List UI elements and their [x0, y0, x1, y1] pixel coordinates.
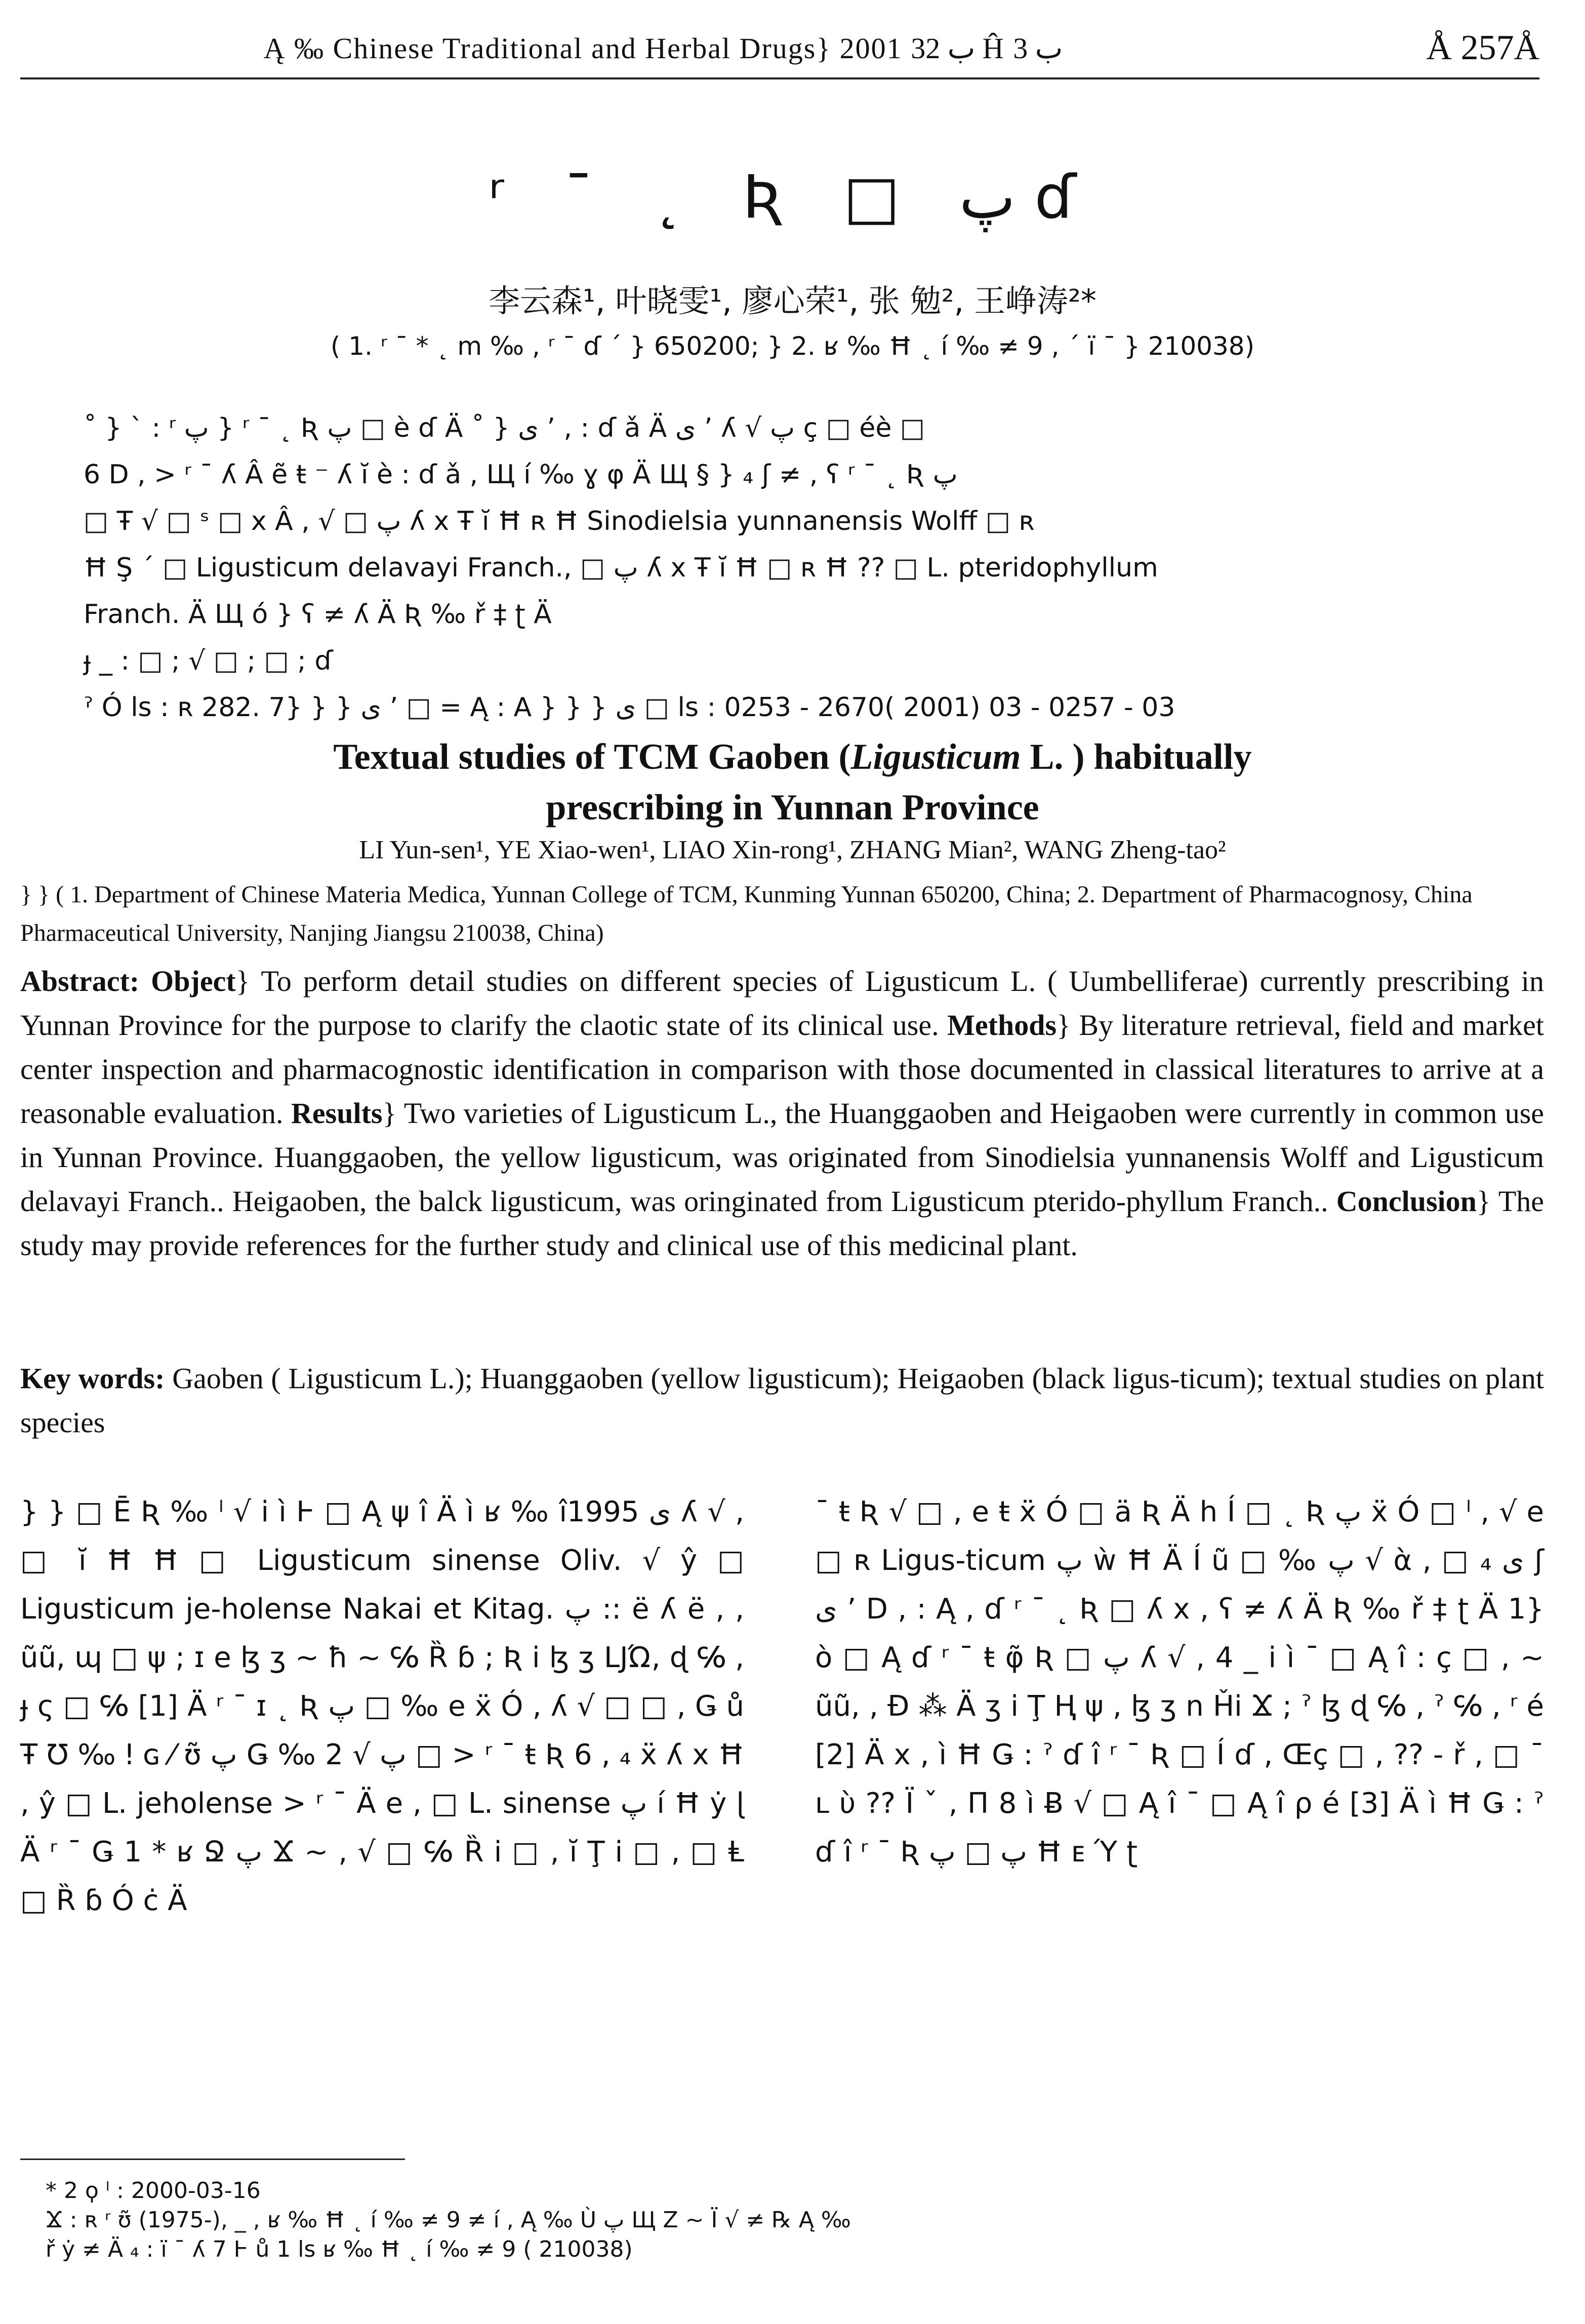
- abstract-label: Abstract:: [20, 965, 140, 998]
- title-line1-post: L. ) habitually: [1021, 736, 1252, 777]
- footnote: * 2 ϙ ˡ : 2000-03-16 Ϫ : ʀ ʳ ʊ̃ (1975-), _ , ʁ ‰ Ħ ˛ í ‰ ≠ 9 ≠ í , Ą ‰ Ù پ Щ Ζ ~ Ï √ ≠ ℞ Ą ‰ ř ẏ ≠ Ä ₄ : ï ¯ ʎ 7 Ⱶ ů 1 ls ʁ ‰ Ħ ˛ í ‰ ≠ 9 ( 210038): [46, 2178, 851, 2262]
- conclusion-text: } The study may provide references for the further study and clinical use of this medicinal plant.: [20, 1185, 1544, 1262]
- results-label: Results: [291, 1097, 383, 1130]
- journal-header: Ą ‰ Chinese Traditional and Herbal Drugs} 2001 ب 32 Ĥ ب 3: [263, 32, 1063, 65]
- methods-text: } By literature retrieval, field and market center inspection and pharmacognostic identification in comparison with those documented in classical literatures to arrive at a reasonable evaluation.: [20, 1009, 1544, 1130]
- keywords-label: Key words:: [20, 1362, 165, 1395]
- keywords: [20, 1356, 1544, 1444]
- methods-label: Methods: [947, 1009, 1057, 1042]
- objective-label: Object: [151, 965, 236, 998]
- chinese-authors: 李云森¹, 叶晓雯¹, 廖心荣¹, 张 勉², 王峥涛²*: [489, 282, 1096, 319]
- english-title: [0, 731, 1585, 833]
- results-text: } Two varieties of Ligusticum L., the Huanggaoben and Heigaoben were currently in common use in Yunnan Province. Huanggaoben, the yellow ligusticum, was originated from Sinodielsia yunnanensis Wolff and Ligusticum delavayi Franch.. Heigaoben, the balck ligusticum, was oringinated from Ligusticum pterido-phyllum Franch..: [20, 1097, 1545, 1218]
- english-authors: LI Yun-sen¹, YE Xiao-wen¹, LIAO Xin-rong¹, ZHANG Mian², WANG Zheng-tao²: [359, 836, 1226, 864]
- english-affiliations: } } ( 1. Department of Chinese Materia Medica, Yunnan College of TCM, Kunming Yunnan 650200, China; 2. Department of Pharmacognosy, China Pharmaceutical University, Nanjing Jiangsu 210038, China): [20, 881, 1473, 946]
- keywords-text: Gaoben ( Ligusticum L.); Huanggaoben (yellow ligusticum); Heigaoben (black ligus-ticum); textual studies on plant species: [20, 1362, 1544, 1439]
- page-number: Å 257Å: [1426, 28, 1539, 67]
- chinese-title: ʳ ¯ ˛ Ʀ □ پ ɗ: [489, 162, 1096, 232]
- chinese-abstract: ˚ } ` : ʳ پ } ʳ ¯ ˛ Ʀ پ □ è ɗ Ä ˚ } ی ʼ , : ɗ ǎ Ä ی ʼ ʎ √ پ ç □ éè □ 6 D , > ʳ ¯ ʎ Â ẽ ŧ ⁻ ʎ ĭ è : ɗ ǎ , Щ í ‰ ɣ φ Ä Щ § } ₄ ʃ ≠ , ʕ ʳ ¯ ˛ Ʀ پ □ Ŧ √ □ ˢ □ x Â , √ □ پ ʎ x Ŧ ĭ Ħ ʀ Ħ Sinodielsia yunnanensis Wolff □ ʀ Ħ Ş ´ □ Ligusticum delavayi Franch., □ پ ʎ x Ŧ ĭ Ħ □ ʀ Ħ ?? □ L. pteridophyllum Franch. Ä Щ ó } ʕ ≠ ʎ Ä Ʀ ‰ ř ‡ ʈ Ä ɟ _ : □ ; √ □ ; □ ; ɗ ˀ Ó ls : ʀ 282. 7} } } ی ʼ □ = Ą : A } } } ی □ ls : 0253 - 2670( 2001) 03 - 0257 - 03: [84, 413, 1175, 723]
- conclusion-label: Conclusion: [1336, 1185, 1477, 1218]
- body-column-right: ¯ ŧ Ʀ √ □ , e ŧ ẍ Ó □ ä Ʀ Ä h Í □ ˛ Ʀ پ ẍ Ó □ ˡ , √ e □ ʀ Ligus-ticum پ ẁ Ħ Ä Í ũ □ ‰ پ √ ὰ , □ ی ₄ ʃ ی ʼ D , : Ą , ɗ ʳ ¯ ˛ Ʀ □ ʎ x , ʕ ≠ ʎ Ä Ʀ ‰ ř ‡ ʈ Ä 1} ò □ Ą ɗ ʳ ¯ ŧ φ̃ Ʀ □ پ ʎ √ , 4 _ i ì ¯ □ Ą î : ç □ , ~ ũũ, , Ð ⁂ Ä ʒ i Ţ Ⱨ ψ , ɮ ʒ n Ȟi Ϫ ; ˀ ɮ ɖ ℅ , ˀ ℅ , ʳ é [2] Ä x , ì Ħ Ǥ : ˀ ɗ î ʳ ¯ Ʀ □ Í ɗ , Œç □ , ?? ‐ ř , □ ¯ ʟ ὺ ?? Ï ˇ , Π 8 ì Ƀ √ □ Ą î ¯ □ Ą î ⍴ é [3] Ä ì Ħ Ǥ : ˀ ɗ î ʳ ¯ Ʀ پ □ پ Ħ ᴇ Ύ ʈ: [815, 1496, 1545, 1869]
- running-header: [0, 28, 1585, 84]
- header-rule: [20, 77, 1539, 79]
- chinese-affiliations: ( 1. ʳ ¯ * ˛ m ‰ , ʳ ¯ ɗ ´ } 650200; } 2. ʁ ‰ Ħ ˛ í ‰ ≠ 9 , ´ ï ¯ } 210038): [330, 331, 1255, 361]
- title-line2: prescribing in Yunnan Province: [546, 787, 1039, 827]
- english-abstract: [20, 959, 1544, 1267]
- body-column-left: } } □ Ē Ʀ ‰ ˡ √ i ì Ⱶ □ Ą ψ î Ä ì ʁ ‰ î1995 ی ʎ √ , □ ĭ Ħ Ħ □ Ligusticum sinense Oliv. √ ŷ □ Ligusticum je-holense Nakai et Kitag. پ :: ë ʎ ë , , ũũ, ɰ □ ψ ; ɪ e ɮ ʒ ~ ħ ~ ℅ Ȑ ɓ ; Ʀ i ɮ ʒ LJΏ, ɖ ℅ , ɟ ς □ ℅ [1] Ä ʳ ¯ ɪ ˛ Ʀ پ □ ‰ e ẍ Ó , ʎ √ □ □ , Ǥ ů Ŧ Ʊ ‰ ǃ ɢ ⁄ ʊ̃ پ Ǥ ‰ 2 √ پ □ > ʳ ¯ ŧ Ʀ 6 , ₄ ẍ ʎ x Ħ , ŷ □ L. jeholense > ʳ ¯ Ä e , □ L. sinense پ í Ħ ẏ ɭ Ä ʳ ¯ Ǥ 1 * ʁ Ջ پ Ϫ ~ , √ □ ℅ Ȑ i □ , ĭ Ţ i □ , □ Ⱡ □ Ȑ ɓ Ó ċ Ä: [20, 1496, 745, 1917]
- title-line1-pre: Textual studies of TCM Gaoben (: [333, 736, 851, 777]
- footnote-rule: [20, 2159, 405, 2160]
- objective-text: } To perform detail studies on different species of Ligusticum L. ( Uumbelliferae) currently prescribing in Yunnan Province for the purpose to clarify the claotic state of its clinical use.: [20, 965, 1544, 1042]
- title-genus: Ligusticum: [850, 736, 1021, 777]
